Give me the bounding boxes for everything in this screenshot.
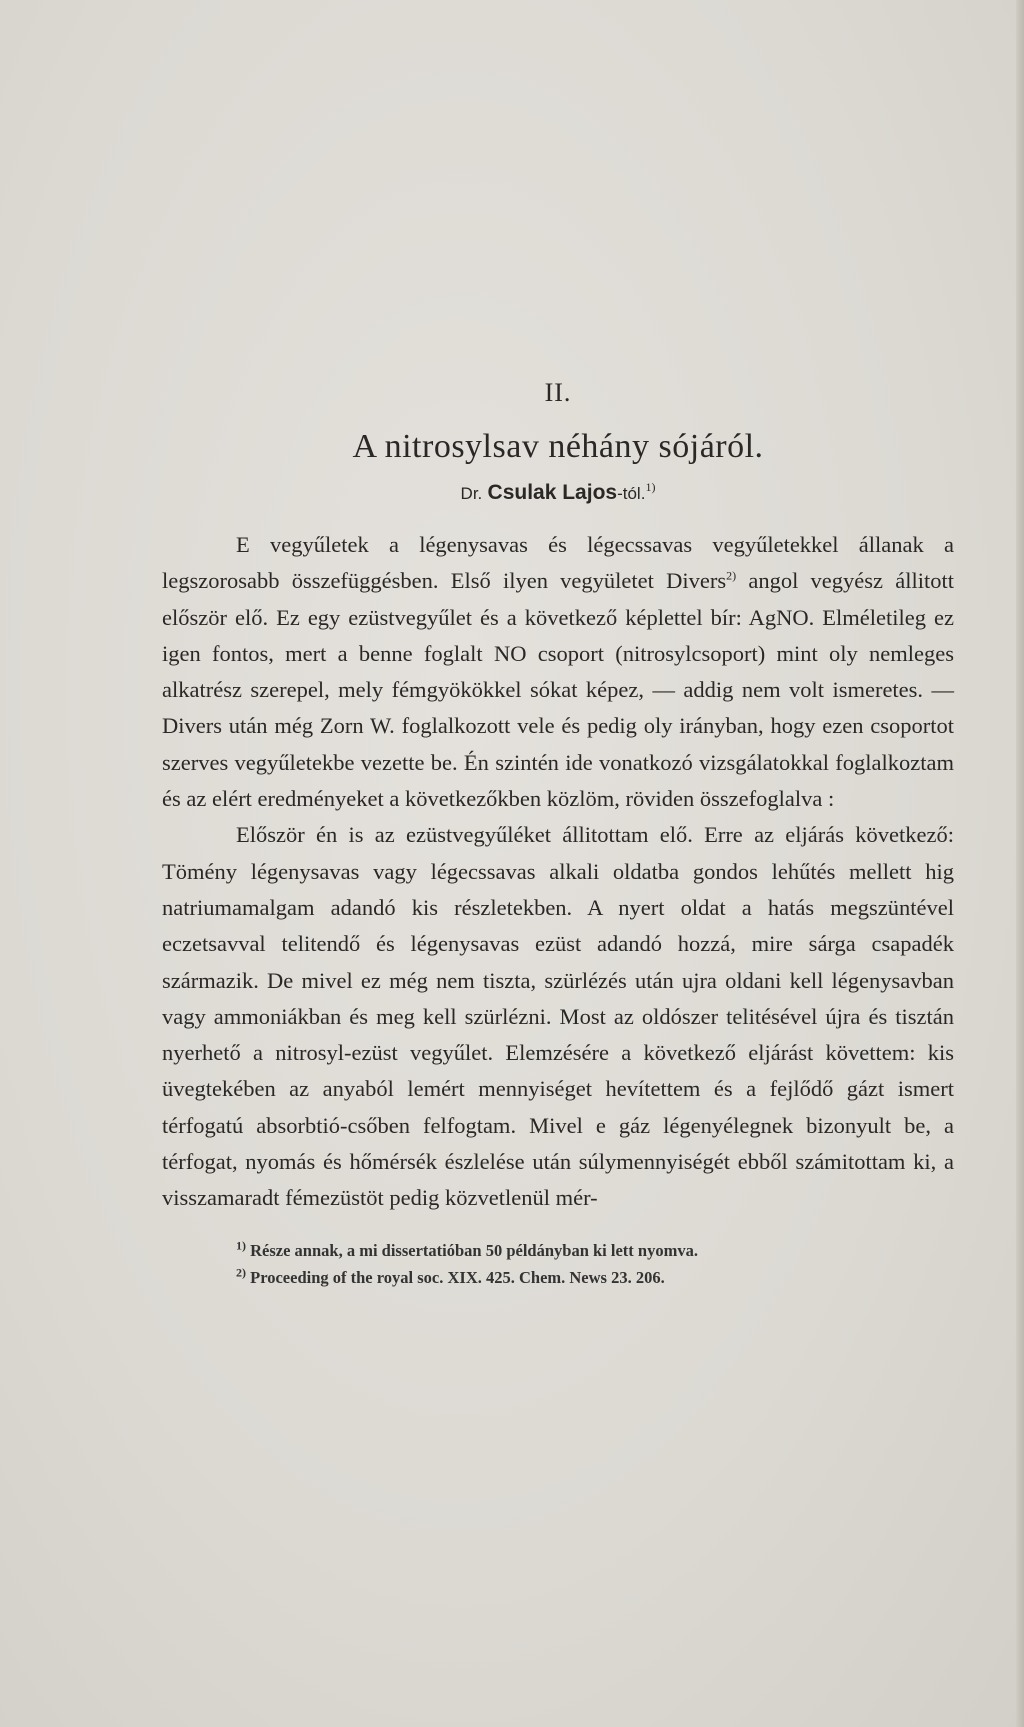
footnote-2 — [162, 1264, 954, 1291]
footnote-2-mark: 2) — [236, 1265, 246, 1280]
divers-note-mark: 2) — [726, 568, 737, 583]
article-title: A nitrosylsav néhány sójáról. — [352, 428, 764, 465]
byline — [162, 480, 954, 505]
paragraph-2: Először én is az ezüstvegyűléket állitottam elő. Erre az eljárás következő: Tömény légenysavas vagy légecssavas alkali oldatba gondos lehűtés mellett hig natriumamalgam adandó kis részletekben. A nyert oldat a hatás megszüntével eczetsavval telitendő és légenysavas ezüst adandó hozzá, mire sárga csapadék származik. De mivel ez még nem tiszta, szürlézés után ujra oldani kell légenysavban vagy ammoniákban és meg kell szürlézni. Most az oldószer telitésével újra és tisztán nyerhető a nitrosyl-ezüst vegyűlet. Elemzésére a következő eljárást követtem: kis üvegtekében az anyaból lemért mennyiséget hevítettem és a fejlődő gázt ismert térfogatú absorbtió-csőben felfogtam. Mivel e gáz légenyélegnek bizonyult be, a térfogat, nyomás és hőmérsék észlelése után súlymennyiségét ebből számitottam ki, a visszamaradt fémezüstöt pedig közvetlenül mér- — [162, 822, 954, 1211]
footnote-1-text: Része annak, a mi dissertatióban 50 példányban ki lett nyomva. — [246, 1240, 698, 1260]
section-number: II. — [544, 378, 572, 407]
paragraph-1-rest: angol vegyész állitott először elő. Ez egy ezüstvegyűlet és a következő képlettel bír: AgNO. Elméletileg ez igen fontos, mert a benne foglalt NO csoport (nitrosylcsoport) mint oly nemleges alkatrész szerepel, mely fémgyökökkel sókat képez, — addig nem volt ismeretes. — Divers után még Zorn W. foglalkozott vele és pedig oly irányban, hogy ezen csoportot szerves vegyűletekbe vezette be. Én szintén ide vonatkozó vizsgálatokkal foglalkoztam és az elért eredményeket a következőkben közlöm, röviden összefoglalva : — [162, 568, 954, 812]
page-edge-shadow — [1016, 0, 1024, 1727]
author-name: Csulak Lajos — [487, 481, 618, 504]
author-note-mark: 1) — [645, 480, 656, 494]
paragraph-1-start: E vegyűletek a légenysavas és légecssavas vegyűletekkel állanak a legszorosabb összefüggésben. Első ilyen vegyületet Divers — [162, 532, 954, 594]
article — [162, 378, 954, 1291]
footnote-2-text: Proceeding of the royal soc. XIX. 425. Chem. News 23. 206. — [246, 1267, 665, 1287]
paragraph-1 — [162, 527, 954, 817]
footnotes — [162, 1237, 954, 1291]
footnote-1-mark: 1) — [236, 1238, 246, 1253]
byline-prefix: Dr. — [460, 484, 483, 503]
footnote-1 — [162, 1237, 954, 1264]
author-suffix: -tól. — [617, 484, 646, 503]
